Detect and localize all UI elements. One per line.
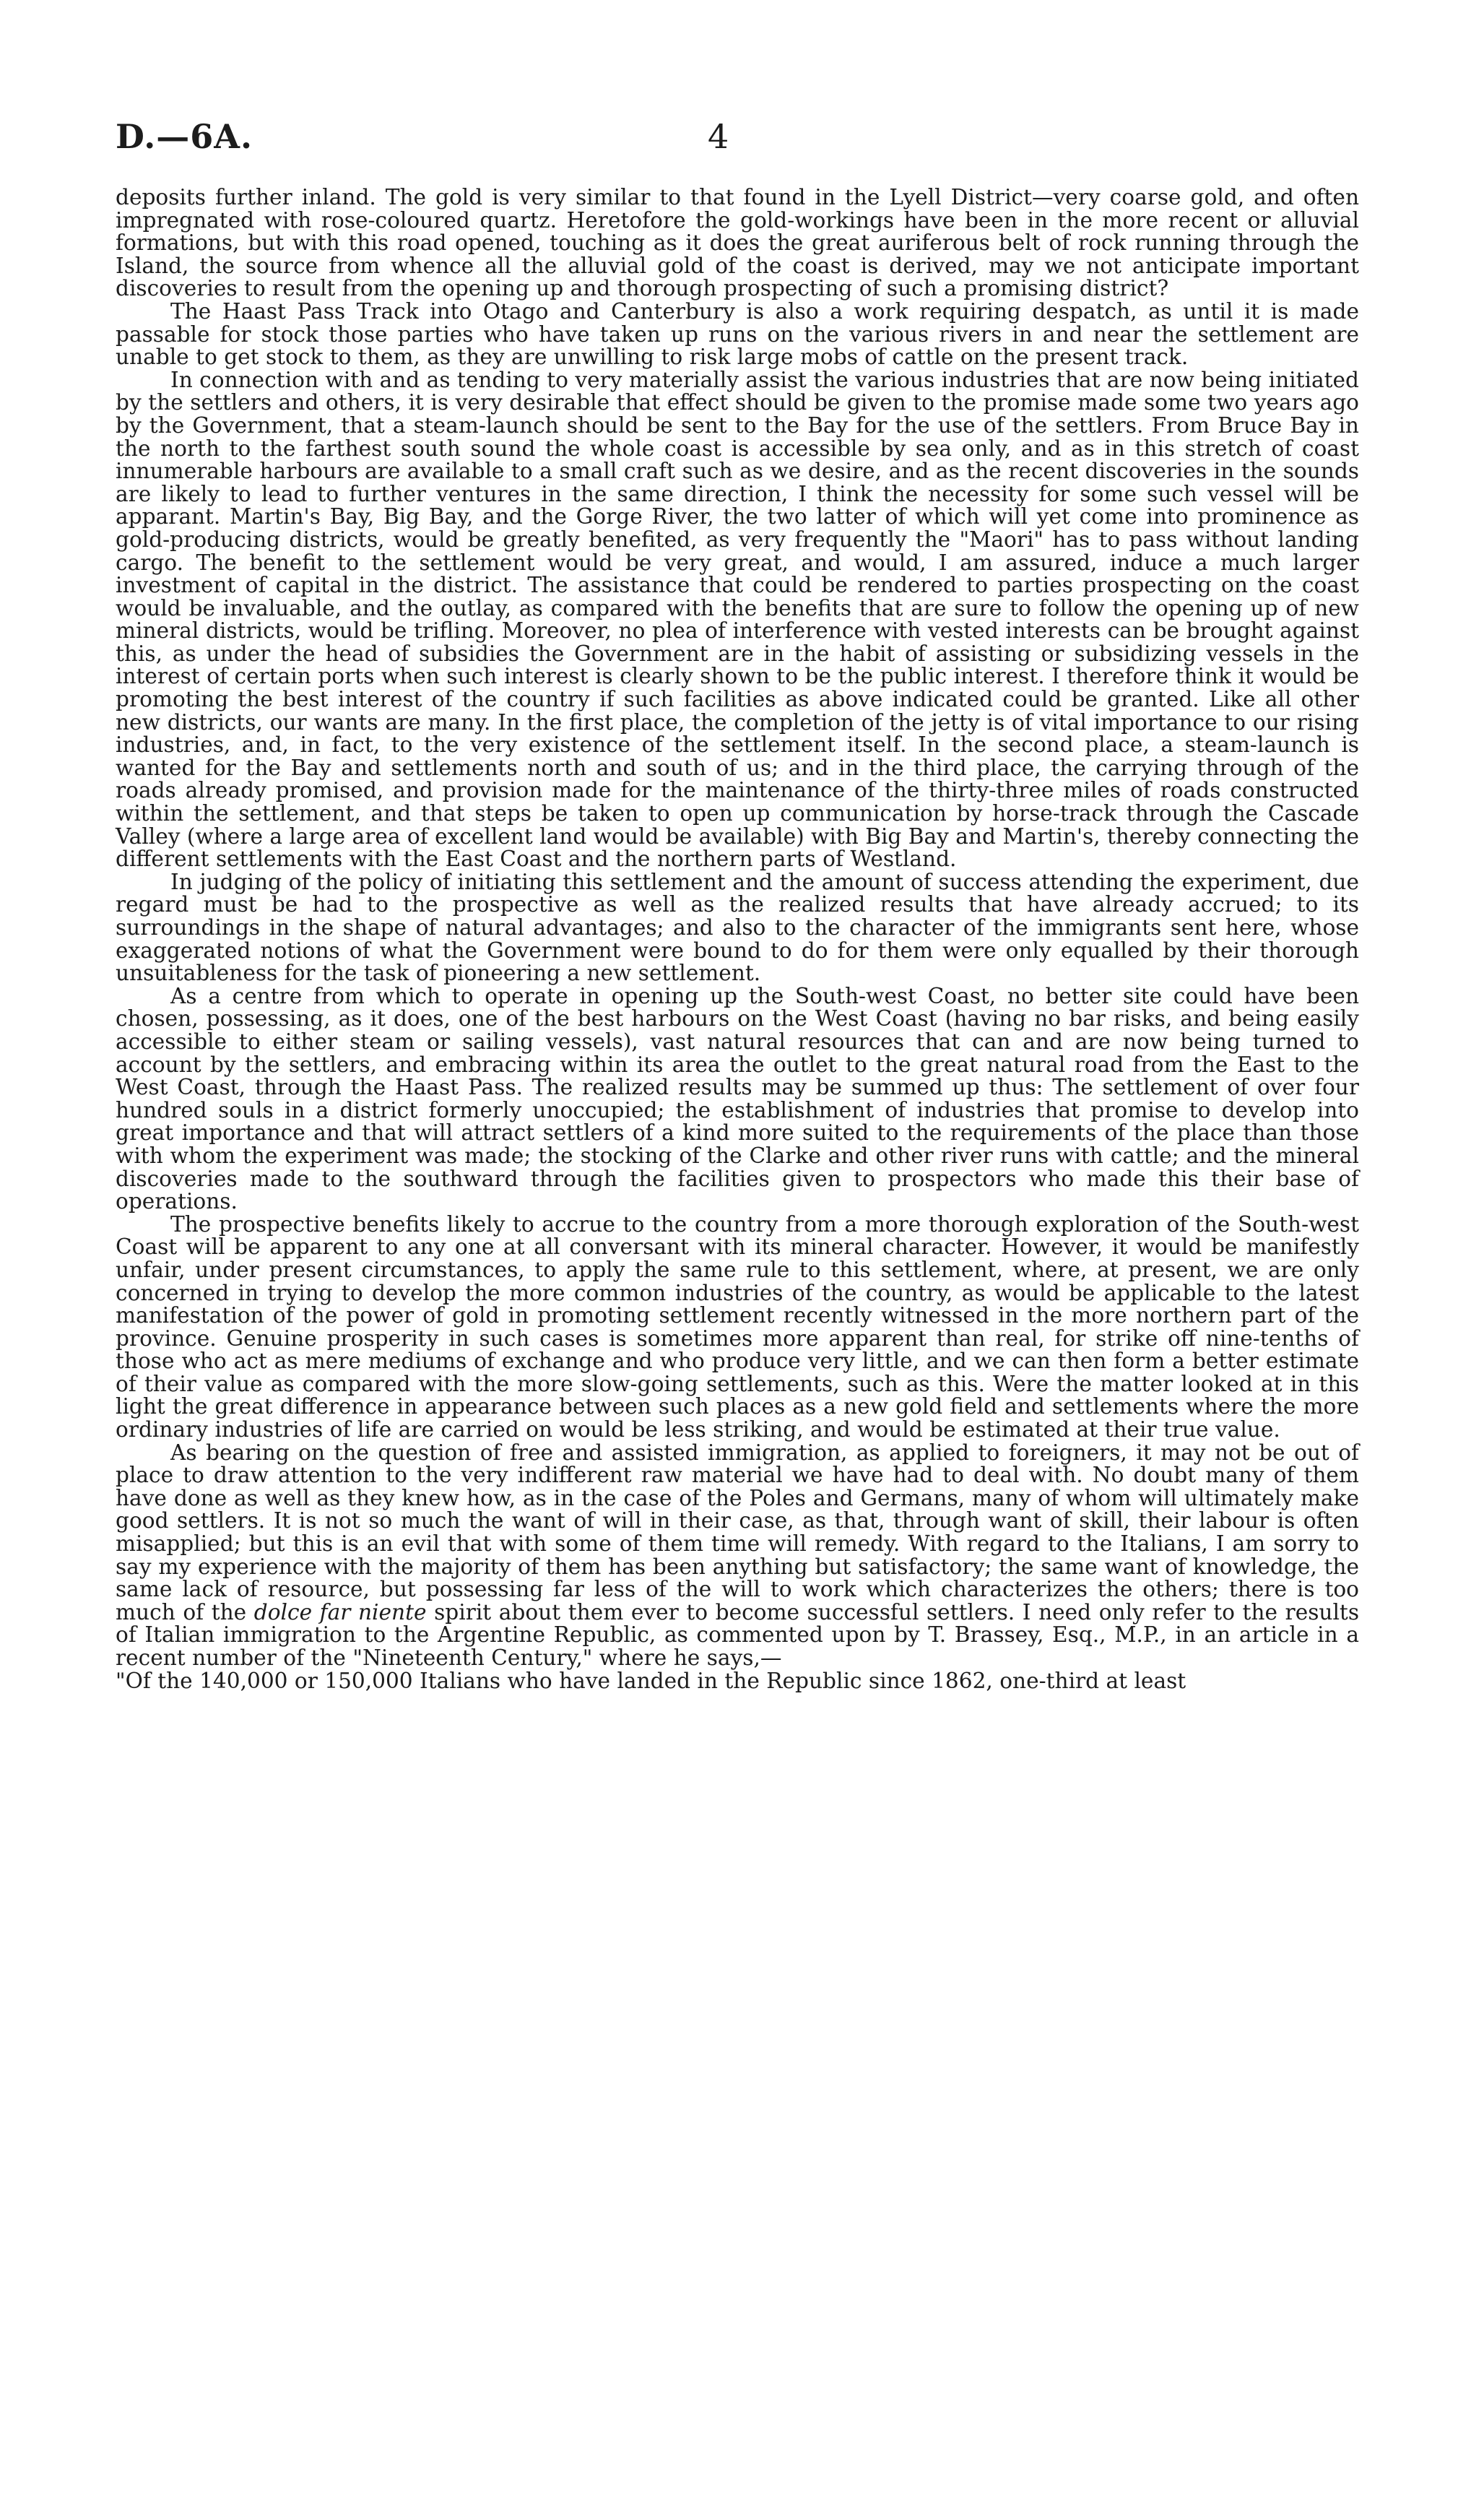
page-number: 4 [708, 117, 729, 156]
immigration-text-after: spirit about them ever to become successful settlers. I need only refer to the results of Italian immigration to the Argentine Republic, as commented upon by T. Brassey, Esq., M.P., in an article in a recent number of the "Nineteenth Century," where he says,— [116, 1599, 1360, 1670]
body-text [116, 186, 1359, 1692]
immigration-text-before: As bearing on the question of free and assisted immigration, as applied to foreigners, it may not be out of place to draw attention to the very indifferent raw material we have had to deal with. No doubt many of them have done as well as they knew how, as in the case of the Poles and Germans, many of whom will ultimately make good settlers. It is not so much the want of will in their case, as that, through want of skill, their labour is often misapplied; but this is an evil that with some of them time will remedy. With regard to the Italians, I am sorry to say my experience with the majority of them has been anything but satisfactory; the same want of knowledge, the same lack of resource, but possessing far less of the will to work which characterizes the others; there is too much of the [116, 1440, 1359, 1625]
paragraph-south-west-coast-centre: As a centre from which to operate in opening up the South-west Coast, no better site could have been chosen, possessing, as it does, one of the best harbours on the West Coast (having no bar risks, and being easily accessible to either steam or sailing vessels), vast natural resources that can and are now being turned to account by the settlers, and embracing within its area the outlet to the great natural road from the East to the West Coast, through the Haast Pass. The realized results may be summed up thus: The settlement of over four hundred souls in a district formerly unoccupied; the establishment of industries that promise to develop into great importance and that will attract settlers of a kind more suited to the requirements of the place than those with whom the experiment was made; the stocking of the Clarke and other river runs with cattle; and the mineral discoveries made to the southward through the facilities given to prospectors who made this their base of operations. [116, 983, 1359, 1214]
paragraph-settlement-policy: In judging of the policy of initiating this settlement and the amount of success attending the experiment, due regard must be had to the prospective as well as the realized results that have already accrued; to its surroundings in the shape of natural advantages; and also to the character of the immigrants sent here, whose exaggerated notions of what the Government were bound to do for them were only equalled by their thorough unsuitableness for the task of pioneering a new settlement. [116, 869, 1359, 986]
paragraph-haast-pass-track: The Haast Pass Track into Otago and Canterbury is also a work requiring despatch, as until it is made passable for stock those parties who have taken up runs on the various rivers in and near the settlement are unable to get stock to them, as they are unwilling to risk large mobs of cattle on the present track. [116, 298, 1359, 370]
paragraph-steam-launch: In connection with and as tending to very materially assist the various industries that are now being initiated by the settlers and others, it is very desirable that effect should be given to the promise made some two years ago by the Government, that a steam-launch should be sent to the Bay for the use of the settlers. From Bruce Bay in the north to the farthest south sound the whole coast is accessible by sea only, and as in this stretch of coast innumerable harbours are available to a small craft such as we desire, and as the recent discoveries in the sounds are likely to lead to further ventures in the same direction, I think the necessity for some such vessel will be apparant. Martin's Bay, Big Bay, and the Gorge River, the two latter of which will yet come into prominence as gold-producing districts, would be greatly benefited, as very frequently the "Maori" has to pass without landing cargo. The benefit to the settlement would be very great, and would, I am assured, induce a much larger investment of capital in the district. The assistance that could be rendered to parties prospecting on the coast would be invaluable, and the outlay, as compared with the benefits that are sure to follow the opening up of new mineral districts, would be trifling. Moreover, no plea of interference with vested interests can be brought against this, as under the head of subsidies the Government are in the habit of assisting or subsidizing vessels in the interest of certain ports when such interest is clearly shown to be the public interest. I therefore think it would be promoting the best interest of the country if such facilities as above indicated could be granted. Like all other new districts, our wants are many. In the first place, the completion of the jetty is of vital importance to our rising industries, and, in fact, to the very existence of the settlement itself. In the second place, a steam-launch is wanted for the Bay and settlements north and south of us; and in the third place, the carrying through of the roads already promised, and provision made for the maintenance of the thirty-three miles of roads constructed within the settlement, and that steps be taken to open up communication by horse-track through the Cascade Valley (where a large area of excellent land would be available) with Big Bay and Martin's, thereby connecting the different settlements with the East Coast and the northern parts of Westland. [116, 367, 1360, 872]
paragraph-prospective-benefits: The prospective benefits likely to accrue to the country from a more thorough exploration of the South-west Coast will be apparent to any one at all conversant with its mineral character. However, it would be manifestly unfair, under present circumstances, to apply the same rule to this settlement, where, at present, we are only concerned in trying to develop the more common industries of the country, as would be applicable to the latest manifestation of the power of gold in promoting settlement recently witnessed in the more northern part of the province. Genuine prosperity in such cases is sometimes more apparent than real, for strike off nine-tenths of those who act as mere mediums of exchange and who produce very little, and we can then form a better estimate of their value as compared with the more slow-going settlements, such as this. Were the matter looked at in this light the great difference in appearance between such places as a new gold field and settlements where the more ordinary industries of life are carried on would be less striking, and would be estimated at their true value. [116, 1211, 1359, 1443]
paragraph-immigration [116, 1442, 1359, 1670]
document-reference: D.—6A. [116, 117, 253, 156]
paragraph-quotation: "Of the 140,000 or 150,000 Italians who have landed in the Republic since 1862, one-third at least [116, 1668, 1186, 1693]
paragraph-gold-deposits: deposits further inland. The gold is very similar to that found in the Lyell District—very coarse gold, and often impregnated with rose-coloured quartz. Heretofore the gold-workings have been in the more recent or alluvial formations, but with this road opened, touching as it does the great auriferous belt of rock running through the Island, the source from whence all the alluvial gold of the coast is derived, may we not anticipate important discoveries to result from the opening up and thorough prospecting of such a promising district? [116, 185, 1359, 301]
page-header [116, 117, 1358, 160]
italic-phrase: dolce far niente [253, 1599, 427, 1625]
